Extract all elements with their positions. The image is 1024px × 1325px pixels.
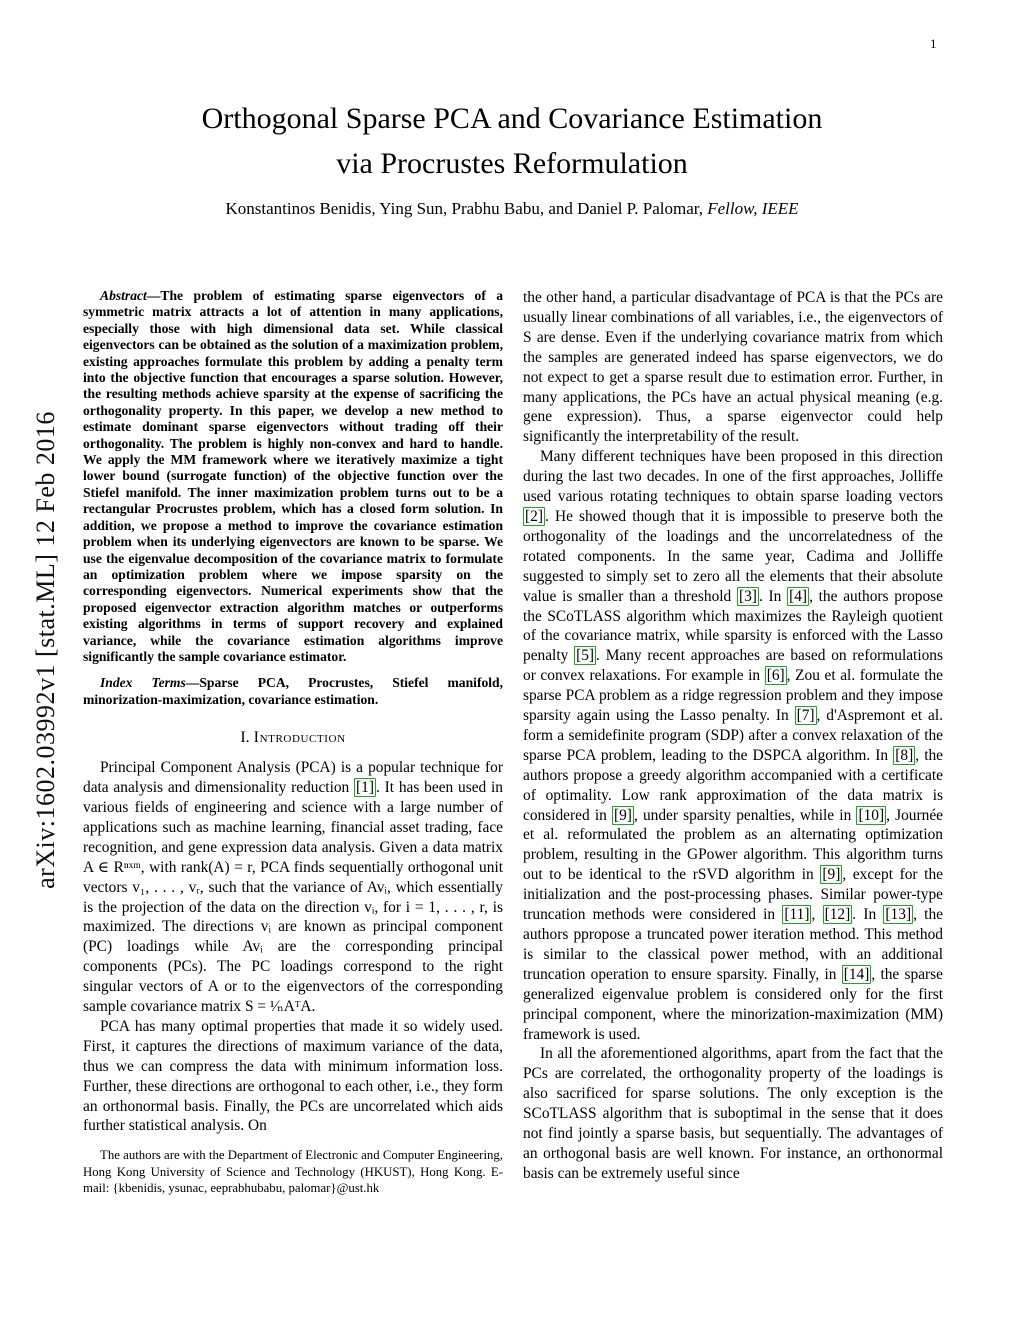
index-terms-text: —Sparse PCA, Procrustes, Stiefel manifold, minorization-maximization, covariance estimation.	[83, 675, 503, 707]
left-column	[83, 288, 503, 1196]
abstract-label: Abstract	[100, 288, 147, 303]
citation-link[interactable]: [12]	[824, 906, 851, 924]
right-paragraph-2: Many different techniques have been proposed in this direction during the last two decades. In one of the first approaches, Jolliffe used various rotating techniques to obtain sparse loading vectors [2] . He showed though that it is impossible to preserve both the orthogonality of the loadings and the uncorrelatedness of the rotated components. In the same year, Cadima and Jolliffe suggested to simply set to zero all the elements that their absolute value is smaller than a threshold [3] . In [4] , the authors propose the SCoTLASS algorithm which maximizes the Rayleigh quotient of the covariance matrix, while sparsity is enforced with the Lasso penalty [5] . Many recent approaches are based on reformulations or convex relaxations. For example in [6] , Zou et al. formulate the sparse PCA problem as a ridge regression problem and they impose sparsity again using the Lasso penalty. In [7] , d'Aspremont et al. form a semidefinite program (SDP) after a convex relaxation of the sparse PCA problem, leading to the DSPCA algorithm. In [8] , the authors propose a greedy algorithm accompanied with a certificate of optimality. Low rank approximation of the data matrix is considered in [9] , under sparsity penalties, while in [10] , Journée et al. reformulated the problem as an alternating optimization problem, resulting in the GPower algorithm. This algorithm turns out to be identical to the rSVD algorithm in [9] , except for the initialization and the post-processing phases. Similar power-type truncation methods were considered in [11] , [12] . In [13] , the authors ppropose a truncated power iteration method. This method is similar to the classical power method, with an additional truncation operation to ensure sparsity. Finally, in [14] , the sparse generalized eigenvalue problem is considered only for the first principal component, where the minorization-maximization (MM) framework is used.	[523, 448, 944, 1043]
citation-link[interactable]: [6]	[766, 667, 785, 685]
intro-paragraph-1: Principal Component Analysis (PCA) is a popular technique for data analysis and dimensionality reduction [1] . It has been used in various fields of engineering and science with a large number of applications such as machine learning, financial asset trading, face recognition, and gene expression data analysis. Given a data matrix A ∈ Rⁿˣᵐ, with rank(A) = r, PCA finds sequentially orthogonal unit vectors v₁, . . . , vᵣ, such that the variance of Avᵢ, which essentially is the projection of the data on the direction vᵢ, for i = 1, . . . , r, is maximized. The directions vᵢ are known as principal component (PC) loadings while Avᵢ are the corresponding principal components (PCs). The PC loadings correspond to the right singular vectors of A or to the eigenvectors of the corresponding sample covariance matrix S = ¹⁄ₙAᵀA.	[83, 759, 503, 1016]
citation-link[interactable]: [11]	[784, 906, 810, 924]
intro-paragraph-2: PCA has many optimal properties that made it so widely used. First, it captures the directions of maximum variance of the data, thus we can compress the data with minimum information loss. Further, these directions are orthogonal to each other, i.e., they form an orthonormal basis. Finally, the PCs are uncorrelated which aids further statistical analysis. On	[83, 1017, 503, 1135]
citation-link[interactable]: [10]	[858, 806, 885, 824]
citation-link[interactable]: [2]	[525, 507, 543, 525]
authors-names: Konstantinos Benidis, Ying Sun, Prabhu Babu, and Daniel P. Palomar,	[225, 199, 708, 218]
citation-link[interactable]: [8]	[895, 746, 914, 764]
citation-link[interactable]: [13]	[885, 906, 912, 924]
citation-link[interactable]: [4]	[789, 587, 808, 605]
paper-title	[0, 96, 1024, 186]
right-column	[523, 288, 943, 1196]
citation-link[interactable]: [9]	[822, 866, 841, 884]
citation-link[interactable]: [14]	[843, 965, 870, 983]
citation-link[interactable]: [5]	[576, 647, 595, 665]
right-paragraph-1: the other hand, a particular disadvantage of PCA is that the PCs are usually linear combinations of all variables, i.e., the eigenvectors of S are dense. Even if the underlying covariance matrix from which the samples are generated indeed has sparse eigenvectors, we do not expect to get a sparse result due to estimation error. Further, in many applications, the PCs have an actual physical meaning (e.g. gene expression). Thus, a sparse eigenvector could help significantly the interpretability of the result.	[523, 289, 943, 446]
paper-title-line2: via Procrustes Reformulation	[336, 147, 688, 180]
two-column-body	[83, 288, 943, 1196]
citation-link[interactable]: [1]	[356, 779, 374, 797]
index-terms	[83, 675, 503, 708]
section-number: I.	[240, 729, 250, 747]
section-heading-introduction	[83, 729, 503, 747]
section-title: Introduction	[253, 729, 346, 747]
authors-fellow-designation: Fellow, IEEE	[707, 199, 799, 218]
paper-title-line1: Orthogonal Sparse PCA and Covariance Estimation	[201, 102, 823, 135]
citation-link[interactable]: [3]	[738, 587, 757, 605]
citation-link[interactable]: [7]	[796, 707, 815, 725]
abstract-text: —The problem of estimating sparse eigenvectors of a symmetric matrix attracts a lot of attention in many applications, especially those with high dimensional data set. While classical eigenvectors can be obtained as the solution of a maximization problem, existing approaches formulate this problem by adding a penalty term into the objective function that encourages a sparse solution. However, the resulting methods achieve sparsity at the expense of sacrificing the orthogonality property. In this paper, we develop a new method to estimate dominant sparse eigenvectors without trading off their orthogonality. The problem is highly non-convex and hard to handle. We apply the MM framework where we iteratively maximize a tight lower bound (surrogate function) of the objective function over the Stiefel manifold. The inner maximization problem turns out to be a rectangular Procrustes problem, which has a closed form solution. In addition, we propose a method to improve the covariance estimation problem when its underlying eigenvectors are known to be sparse. We use the eigenvalue decomposition of the covariance matrix to formulate an optimization problem where we impose sparsity on the corresponding eigenvectors. Numerical experiments show that the proposed eigenvector extraction algorithm matches or outperforms existing algorithms in terms of support recovery and explained variance, while the covariance estimation algorithms improve significantly the sample covariance estimator.	[83, 288, 503, 664]
authors-line	[0, 199, 1024, 219]
right-paragraph-3: In all the aforementioned algorithms, apart from the fact that the PCs are correlated, the orthogonality property of the loadings is also sacrificed for sparse solutions. The only exception is the SCoTLASS algorithm that is suboptimal in the sense that it does not find jointly a sparse basis, but sequentially. The advantages of an orthogonal basis are well known. For instance, an orthonormal basis can be extremely useful since	[523, 1045, 943, 1182]
author-affiliation-footnote: The authors are with the Department of Electronic and Computer Engineering, Hong Kong University of Science and Technology (HKUST), Hong Kong. E-mail: {kbenidis, ysunac, eeprabhubabu, palomar}@ust.hk	[83, 1148, 503, 1195]
abstract	[83, 288, 503, 665]
page-number: 1	[930, 36, 937, 51]
arxiv-watermark: arXiv:1602.03992v1 [stat.ML] 12 Feb 2016	[31, 411, 60, 889]
index-terms-label: Index Terms	[100, 675, 186, 691]
citation-link[interactable]: [9]	[613, 806, 632, 824]
